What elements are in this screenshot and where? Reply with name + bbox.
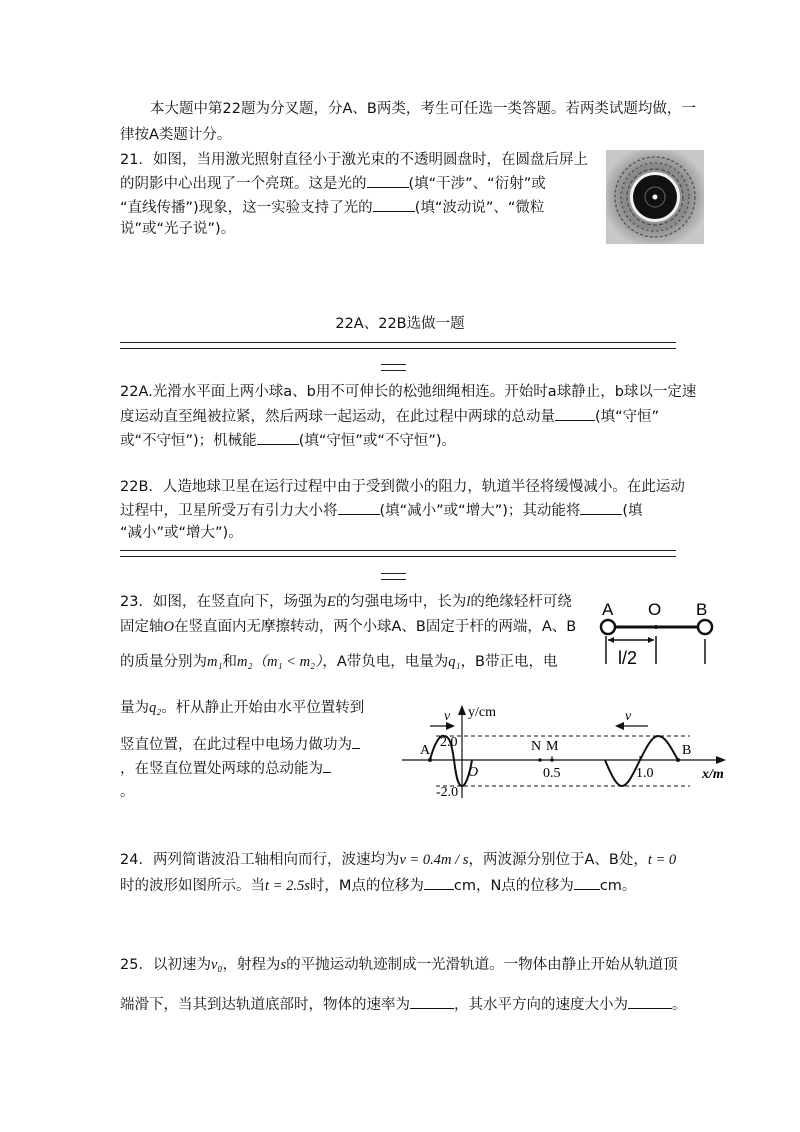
q23-text: ，A带负电，电量为 [322,654,449,670]
q23-line-3 [120,652,558,672]
length-symbol-l: l [466,594,471,610]
q23-line-2 [120,617,576,637]
q21-text: (填“干涉”、“衍射”或 [408,176,546,192]
point-A-label: A [420,743,431,758]
q24-text: cm。 [599,878,637,894]
q25-text: 端滑下，当其到达轨道底部时，物体的速率为 [120,997,410,1013]
axis-symbol-O: O [163,619,174,635]
q25-blank-2[interactable] [628,994,672,1009]
rod-figure [592,594,722,674]
q21-line-1: 21．如图，当用激光照射直径小于激光束的不透明圆盘时，在圆盘后屏上 [120,152,588,168]
poisson-spot-image [606,150,704,244]
wave-speed: v = 0.4m / s [399,852,469,868]
q22a-blank-1[interactable] [555,406,595,421]
q24-line-1 [120,850,676,870]
time-zero: t = 0 [647,852,677,868]
divider [381,573,406,580]
velocity-right-label: v [625,709,632,724]
q23-line-6 [120,758,331,779]
q23-text: 。杆从静止开始由水平位置转到 [161,700,365,716]
section-title: 22A、22B选做一题 [335,316,465,332]
q23-text: 在竖直面内无摩擦转动，两个小球A、B固定于杆的两端，A、B [173,619,577,635]
q23-text: ，在竖直位置处两球的总动能为 [120,761,323,777]
q21-line-4: 说”或“光子说”)。 [120,221,236,237]
q22a-text: 度运动直至绳被拉紧，然后两球一起运动，在此过程中两球的总动量 [120,409,555,425]
y-bottom-label: -2.0 [436,785,459,800]
range-symbol: s [280,957,287,973]
q24-text: 时，M点的位移为 [309,878,424,894]
q22a-line-3 [120,430,456,451]
q22a-text: (填“守恒”或“不守恒”)。 [298,433,457,449]
intro-line-2: 律按A类题计分。 [120,127,232,143]
mass-symbol-m2: m₂ [237,654,253,670]
mass-condition: （m₁ < m₂） [252,654,323,670]
q22a-blank-2[interactable] [257,430,299,445]
q22b-blank-1[interactable] [338,500,380,515]
q22a-line-2 [120,406,659,427]
ball-B [698,620,712,634]
initial-speed-symbol: v₀ [210,957,223,973]
q23-text: 量为 [120,700,149,716]
q25-text: 。 [672,997,687,1013]
divider [120,342,676,349]
q21-text: “直线传播”)现象，这一实验支持了光的 [120,200,373,216]
time-value: t = 2.5s [265,878,310,894]
q25-text: 25．以初速为 [120,957,211,973]
x-tick-1.0: 1.0 [636,766,654,781]
charge-symbol-q1: q₁ [448,654,461,670]
origin-label: O [468,765,479,780]
q23-text: 的匀强电场中，长为 [335,594,467,610]
ball-A [601,620,615,634]
q21-blank-2[interactable] [373,197,415,212]
q25-text: ，射程为 [222,957,281,973]
mass-symbol-m1: m₁ [207,654,223,670]
q22b-text: (填 [622,503,643,519]
q22a-text: 或“不守恒”)；机械能 [120,433,257,449]
q25-line-2 [120,994,687,1015]
q24-blank-1[interactable] [424,875,454,890]
q23-line-1 [120,592,572,612]
q22b-line-3: “减小”或“增大”)。 [120,525,243,541]
q23-line-7: 。 [120,784,135,800]
q21-line-3 [120,197,544,218]
wave-figure [400,704,730,804]
q25-text: 的平抛运动轨迹制成一光滑轨道。一物体由静止开始从轨道顶 [286,957,678,973]
label-A: A [602,600,614,619]
q22b-line-2 [120,500,643,521]
label-B: B [696,600,708,619]
q25-blank-1[interactable] [410,994,454,1009]
q22b-text: (填“减小”或“增大”)；其动能将 [379,503,581,519]
q22b-blank-2[interactable] [580,500,622,515]
q23-text: ，B带正电，电 [460,654,558,670]
q23-text: 和 [222,654,238,670]
q22a-text: (填“守恒” [595,409,660,425]
q24-blank-2[interactable] [574,875,600,890]
label-O: O [648,600,662,619]
q22b-line-1: 22B．人造地球卫星在运行过程中由于受到微小的阻力，轨道半径将缓慢减小。在此运动 [120,479,685,495]
q24-text: 时的波形如图所示。当 [120,878,265,894]
q23-blank-1[interactable] [352,734,360,749]
intro-line-1: 本大题中第22题为分叉题，分A、B两类，考生可任选一类答题。若两类试题均做，一 [150,101,696,117]
y-axis-label: y/cm [468,705,496,720]
q21-line-2 [120,173,546,194]
charge-symbol-q2: q₂ [149,700,162,716]
field-symbol-E: E [326,594,336,610]
velocity-left-label: v [444,709,451,724]
q25-text: ，其水平方向的速度大小为 [454,997,628,1013]
q23-text: 的质量分别为 [120,654,207,670]
q21-blank-1[interactable] [367,173,409,188]
q23-line-4 [120,698,364,718]
q25-line-1 [120,955,678,975]
q23-text: 固定轴 [120,619,164,635]
divider [381,364,406,371]
axis-point [654,625,658,629]
q23-text: 的绝缘轻杆可绕 [470,594,572,610]
q24-text: cm，N点的位移为 [453,878,574,894]
q24-text: 24．两列简谐波沿工轴相向而行，波速均为 [120,852,400,868]
q22b-text: 过程中，卫星所受万有引力大小将 [120,503,338,519]
point-B-label: B [682,743,692,758]
q24-line-2 [120,875,636,896]
q21-text: (填“波动说”、“微粒 [414,200,545,216]
x-axis-label: x/m [702,767,724,782]
q23-text: 23．如图，在竖直向下，场强为 [120,594,327,610]
q23-text: 竖直位置，在此过程中电场力做功为 [120,737,352,753]
point-M-label: M [546,739,559,754]
point-N-label: N [531,739,542,754]
q21-text: 的阴影中心出现了一个亮斑。这是光的 [120,176,367,192]
divider [120,550,676,557]
q24-text: ，两波源分别位于A、B处， [468,852,648,868]
y-top-label: 2.0 [440,735,458,750]
q23-blank-2[interactable] [323,758,331,773]
q23-line-5 [120,734,360,755]
x-tick-0.5: 0.5 [543,766,561,781]
label-half-length: l/2 [618,648,638,668]
q22a-line-1: 22A.光滑水平面上两小球a、b用不可伸长的松弛细绳相连。开始时a球静止，b球以一定速 [120,384,697,400]
